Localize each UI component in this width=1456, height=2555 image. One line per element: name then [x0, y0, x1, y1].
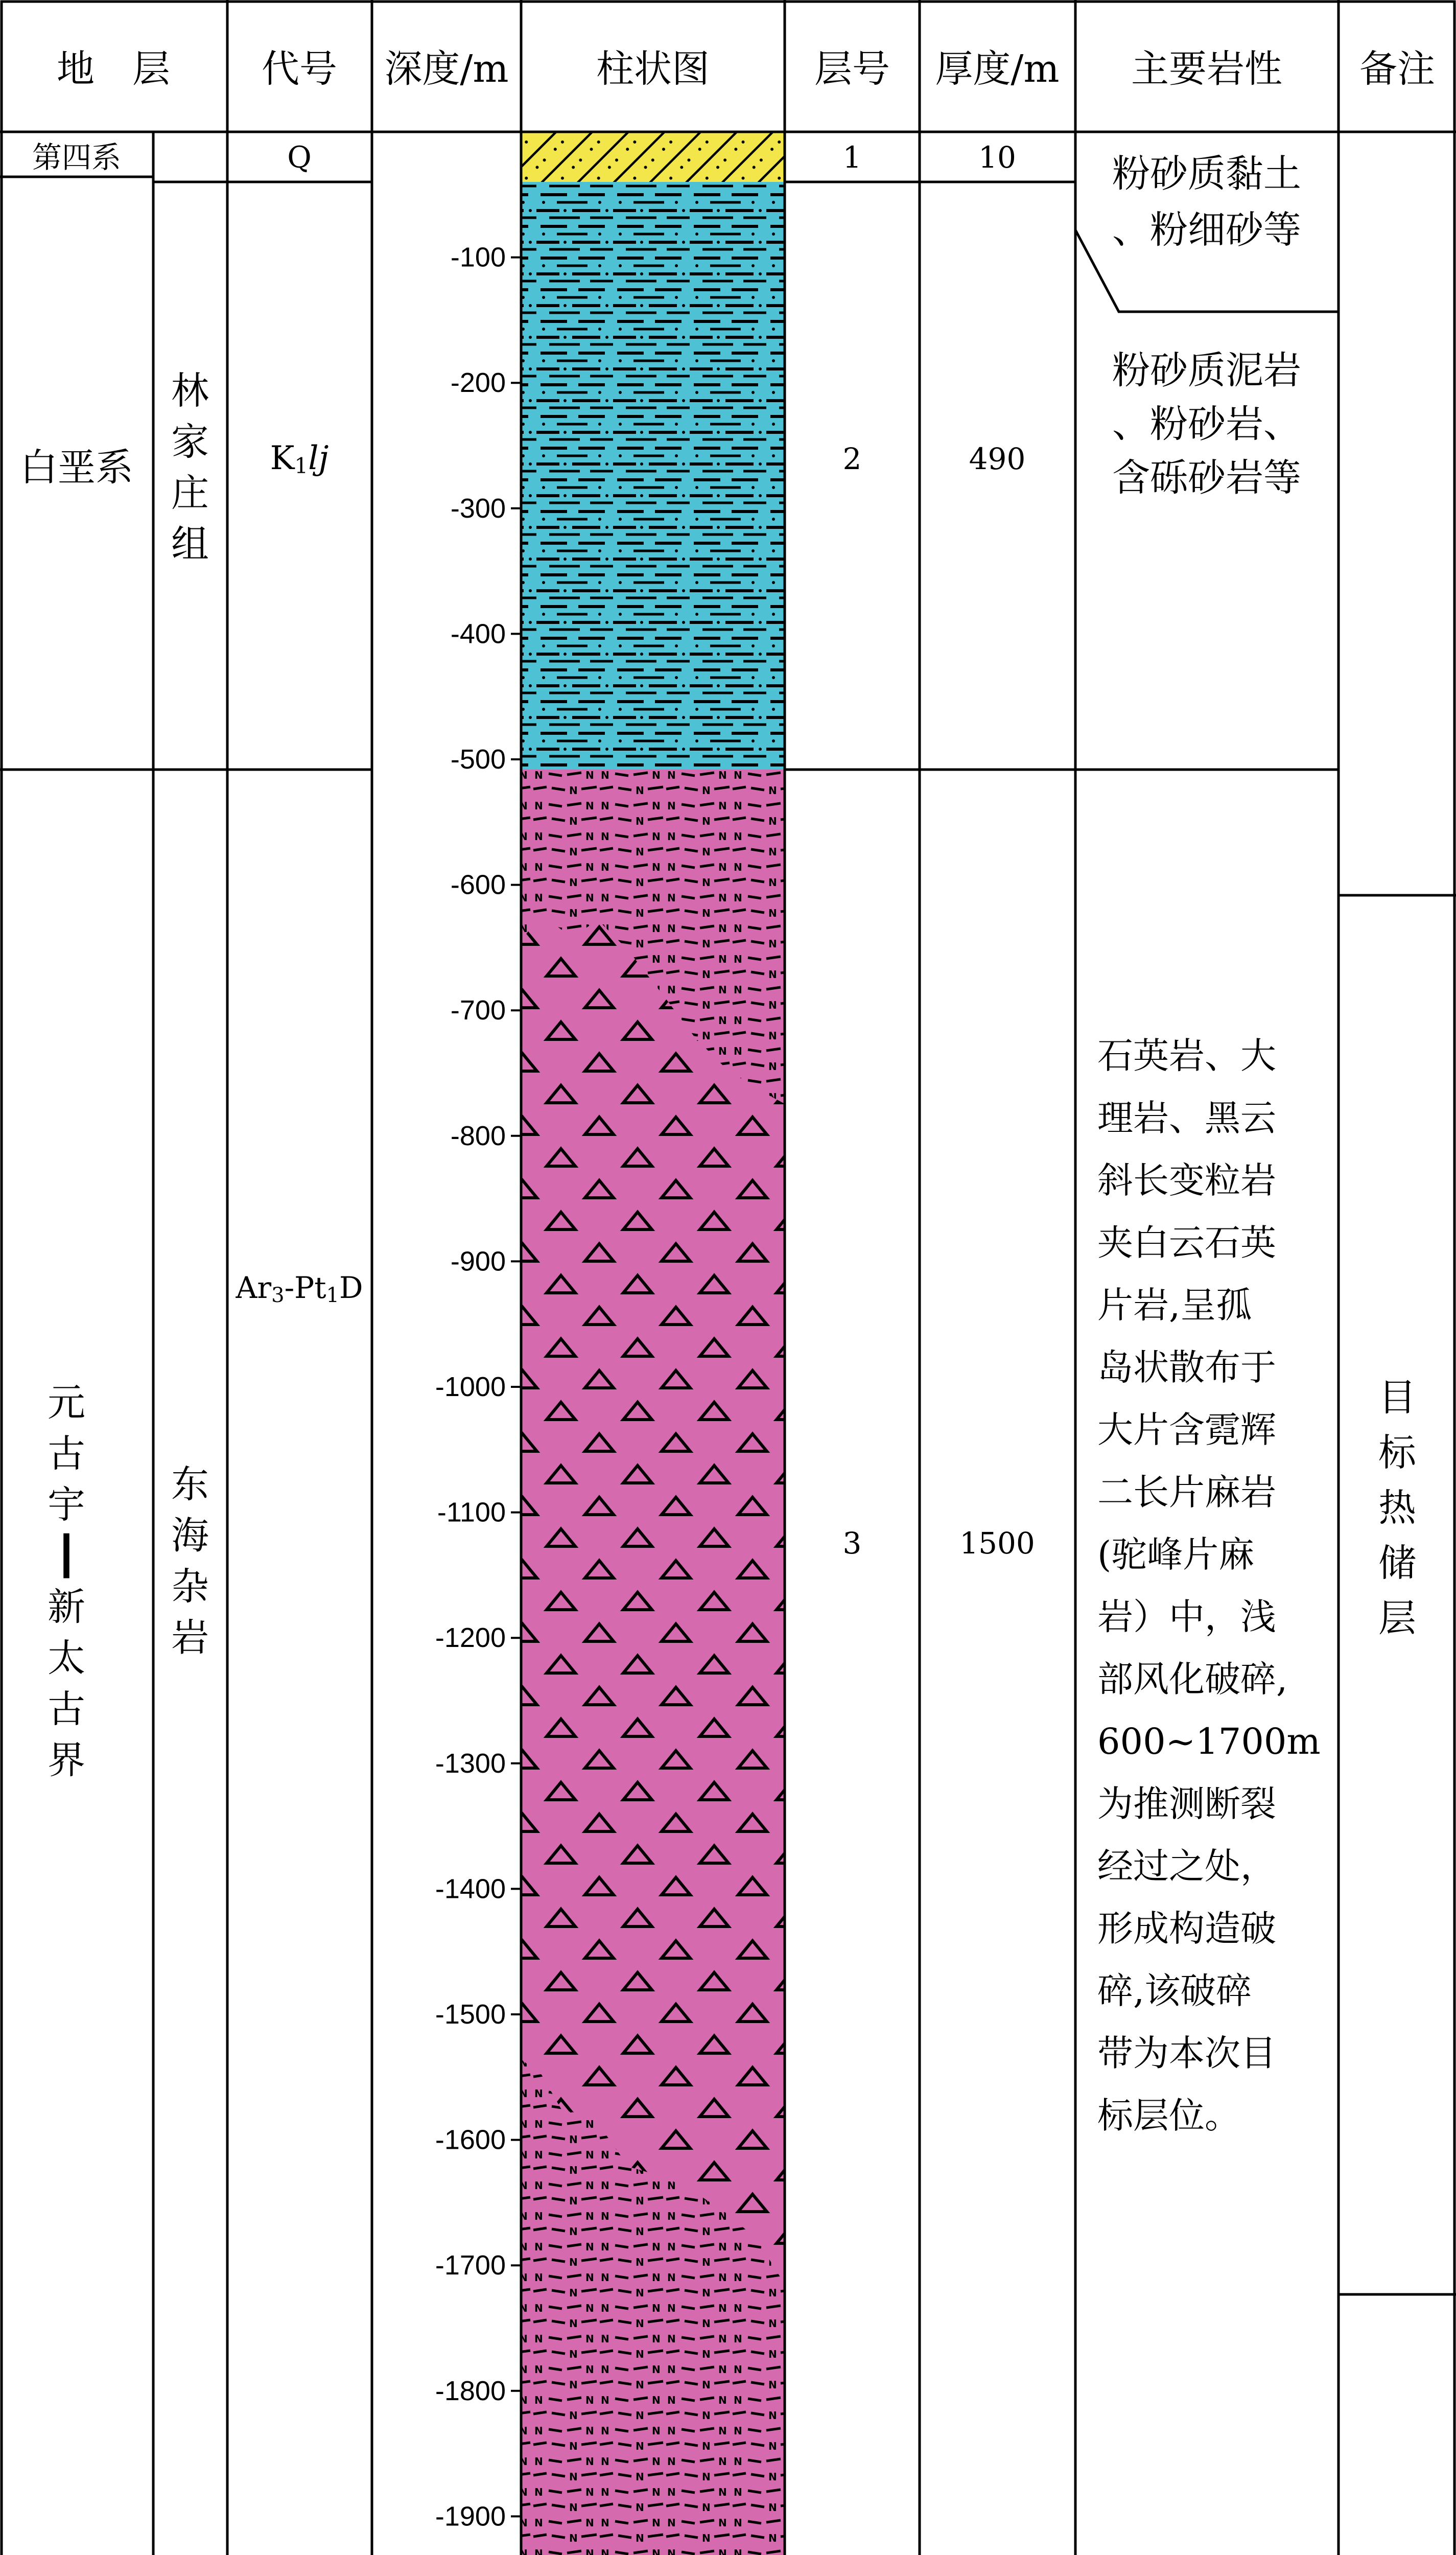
header-depth: 深度/m	[384, 47, 509, 91]
archean-thickness: 1500	[959, 1526, 1035, 1561]
depth-tick-label: -1600	[435, 2124, 506, 2155]
archean-lithology-line: 碎,该破碎	[1097, 1970, 1252, 2012]
archean-lithology-line: 部风化破碎,	[1097, 1658, 1288, 1700]
depth-tick-label: -1300	[435, 1748, 506, 1779]
depth-tick-label: -300	[450, 493, 506, 524]
archean-remark-char: 热	[1378, 1486, 1416, 1530]
cretaceous-formation-char-4: 组	[171, 522, 209, 566]
archean-system-char-8: 界	[48, 1738, 85, 1782]
archean-lithology-line: 二长片麻岩	[1097, 1471, 1276, 1513]
archean-code: Ar3-Pt1D	[236, 1270, 363, 1307]
archean-lithology-line: 岛状散布于	[1097, 1346, 1276, 1388]
archean-system-char-6: 太	[48, 1636, 85, 1680]
cretaceous-lithology-line-1: 粉砂质泥岩	[1112, 349, 1301, 392]
cretaceous-system: 白垩系	[20, 446, 133, 490]
depth-tick-label: -1900	[435, 2501, 506, 2532]
depth-tick-label: -100	[450, 242, 506, 273]
archean-lithology-line: 带为本次目	[1097, 2032, 1276, 2074]
archean-remark	[1378, 1376, 1417, 1640]
depth-tick-label: -200	[450, 367, 506, 399]
archean-lithology-line: 片岩,呈孤	[1097, 1284, 1252, 1326]
cretaceous-lithology-line-2: 、粉砂岩、	[1112, 402, 1301, 446]
archean-system-char-3: 宇	[48, 1483, 85, 1527]
quaternary-code: Q	[287, 140, 312, 175]
cretaceous-layer: 2	[842, 442, 862, 476]
depth-tick-label: -1000	[435, 1372, 506, 1402]
archean-lithology-line: 形成构造破	[1097, 1908, 1276, 1949]
cretaceous-code: K1lj	[270, 439, 329, 478]
depth-tick-label: -1100	[437, 1497, 506, 1528]
quaternary-system: 第四系	[32, 140, 122, 175]
header-remark: 备注	[1359, 47, 1435, 91]
archean-lithology-line: 经过之处，	[1097, 1845, 1276, 1887]
archean-remark-char: 目	[1378, 1376, 1416, 1420]
archean-system-char-4: ┃	[55, 1534, 78, 1578]
cretaceous-pattern-block	[521, 182, 785, 770]
archean-formation-char-4: 岩	[171, 1616, 209, 1660]
depth-tick-label: -1800	[435, 2375, 506, 2406]
cretaceous-formation-char-2: 家	[171, 420, 209, 464]
depth-scale	[435, 242, 521, 2555]
archean-formation-char-3: 杂	[171, 1565, 209, 1609]
archean-layer: 3	[842, 1526, 862, 1561]
header-column: 柱状图	[596, 47, 710, 91]
cretaceous-lithology-line-3: 含砾砂岩等	[1112, 456, 1301, 500]
depth-tick-label: -700	[450, 995, 506, 1026]
depth-tick-label: -900	[450, 1246, 506, 1277]
archean-lithology-line: 为推测断裂	[1097, 1783, 1276, 1825]
quaternary-pattern-block	[521, 132, 785, 182]
quaternary-thickness: 10	[978, 140, 1016, 175]
header-code: 代号	[262, 47, 337, 91]
archean-formation-char-2: 海	[171, 1514, 209, 1558]
depth-tick-label: -500	[450, 744, 506, 775]
archean-lithology-line: 理岩、黑云	[1097, 1097, 1276, 1139]
archean-system-char-2: 古	[48, 1432, 85, 1476]
depth-tick-label: -1500	[435, 1999, 506, 2030]
quaternary-lithology-line-2: 、粉细砂等	[1112, 208, 1301, 252]
archean-system-char-7: 古	[48, 1687, 85, 1731]
quaternary-lithology-line-1: 粉砂质黏土	[1112, 152, 1301, 196]
cretaceous-formation-char-1: 林	[171, 369, 209, 413]
depth-tick-label: -600	[450, 869, 506, 900]
cretaceous-thickness: 490	[969, 442, 1026, 476]
archean-system-char-5: 新	[48, 1585, 85, 1629]
archean-lithology-line: 标层位。	[1097, 2095, 1240, 2136]
breccia-zone-block	[521, 915, 785, 2284]
table-header	[57, 47, 1435, 91]
archean-system-char-1: 元	[48, 1381, 85, 1425]
archean-lithology-line: 岩）中，浅	[1097, 1596, 1276, 1638]
archean-remark-char: 储	[1378, 1541, 1416, 1585]
archean-lithology-line: 斜长变粒岩	[1097, 1159, 1276, 1201]
archean-lithology-line: 600~1700m	[1097, 1721, 1321, 1762]
quaternary-layer: 1	[842, 140, 862, 175]
header-lithology: 主要岩性	[1131, 47, 1282, 91]
archean-lithology-line: 石英岩、大	[1097, 1035, 1276, 1077]
cretaceous-formation-char-3: 庄	[171, 471, 209, 515]
header-layer-no: 层号	[814, 47, 890, 91]
depth-tick-label: -1700	[435, 2250, 506, 2281]
depth-tick-label: -1400	[435, 1873, 506, 1904]
archean-lithology-line: (驼峰片麻	[1097, 1534, 1255, 1575]
archean-lithology-line: 大片含霓辉	[1097, 1409, 1276, 1451]
header-thickness: 厚度/m	[935, 47, 1060, 91]
header-stratum: 地 层	[57, 47, 170, 91]
archean-lithology-line: 夹白云石英	[1097, 1222, 1276, 1264]
archean-lithology	[1097, 1035, 1321, 2136]
archean-system	[48, 1381, 85, 1782]
archean-remark-char: 层	[1378, 1596, 1416, 1640]
depth-tick-label: -800	[450, 1120, 506, 1151]
depth-tick-label: -1200	[435, 1622, 506, 1654]
depth-tick-label: -400	[450, 618, 506, 649]
archean-formation-char-1: 东	[171, 1462, 209, 1506]
lithology-column	[521, 132, 785, 2555]
archean-remark-char: 标	[1378, 1431, 1416, 1475]
